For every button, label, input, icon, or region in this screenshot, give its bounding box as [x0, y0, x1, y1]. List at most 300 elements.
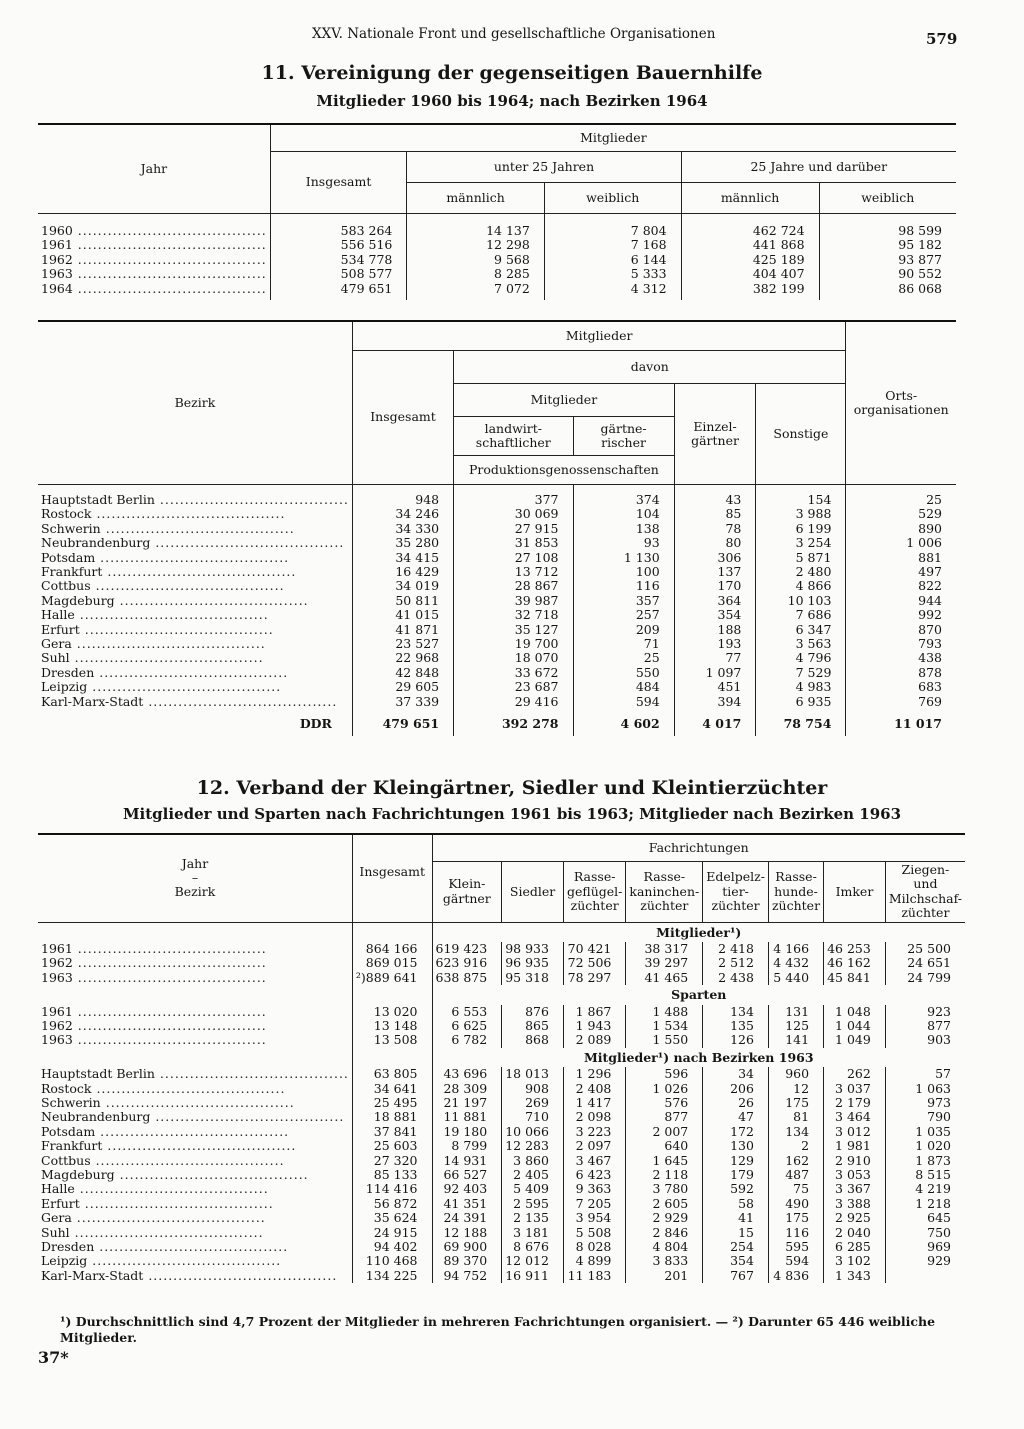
cell-value: 6 782	[432, 1033, 502, 1047]
row-label	[38, 551, 352, 565]
col-sonstige: Sonstige	[756, 384, 846, 485]
cell-value: 2 097	[563, 1139, 625, 1153]
cell-value: 27 915	[454, 522, 573, 536]
cell-value: 1 943	[563, 1019, 625, 1033]
table-row	[38, 1211, 965, 1225]
row-label	[38, 536, 352, 550]
col-siedler: Siedler	[502, 862, 564, 923]
cell-value: 94 752	[432, 1269, 502, 1283]
table-11b	[38, 320, 956, 736]
page-marker: 37*	[38, 1348, 69, 1367]
cell-value: 35 280	[352, 536, 453, 550]
rg-l3: züchter	[570, 897, 619, 913]
bezirk-label: Bezirk	[174, 884, 216, 900]
cell-value: 10 066	[502, 1125, 564, 1139]
cell-value: 479 651	[270, 282, 407, 300]
table-row	[38, 1125, 965, 1139]
table-row	[38, 942, 965, 956]
cell-value: 24 799	[885, 971, 965, 985]
row-label	[38, 637, 352, 651]
cell-value: 56 872	[352, 1197, 432, 1211]
section-heading: Sparten	[432, 985, 965, 1004]
cell-value: 529	[846, 507, 956, 521]
cell-value: 179	[703, 1168, 769, 1182]
cell-value: 576	[626, 1096, 703, 1110]
page-number: 579	[926, 30, 958, 48]
cell-value: 28 309	[432, 1082, 502, 1096]
cell-value: 377	[454, 485, 573, 508]
cell-value: 4 166	[768, 942, 823, 956]
cell-value: 116	[768, 1226, 823, 1240]
cell-value: 790	[885, 1110, 965, 1124]
row-label-text: 1962 .....	[41, 253, 267, 267]
cell-value: 25	[846, 485, 956, 508]
rk-l3: züchter	[640, 897, 689, 913]
table-row	[38, 608, 956, 622]
cell-value: 3 467	[563, 1154, 625, 1168]
row-label-text: 1960 .....	[41, 224, 267, 238]
cell-value: 7 529	[756, 666, 846, 680]
rh-l1: Rasse-	[775, 869, 817, 885]
table-row	[38, 1110, 965, 1124]
cell-value: 201	[626, 1269, 703, 1283]
section-row	[38, 922, 965, 942]
cell-value: 37 339	[352, 695, 453, 709]
cell-value: 2 408	[563, 1082, 625, 1096]
lw-line1: landwirt-	[484, 420, 543, 436]
cell-value: 973	[885, 1096, 965, 1110]
cell-value: 21 197	[432, 1096, 502, 1110]
row-label	[38, 579, 352, 593]
cell-value: 12	[768, 1082, 823, 1096]
row-label	[38, 680, 352, 694]
cell-value: 2 480	[756, 565, 846, 579]
row-label-text: Erfurt .....	[41, 1197, 349, 1211]
cell-value: 18 881	[352, 1110, 432, 1124]
col-b-mitglieder2: Mitglieder	[454, 384, 675, 417]
col-pg: Produktionsgenossenschaften	[454, 456, 675, 485]
cell-value: 16 911	[502, 1269, 564, 1283]
cell-value: 46 253	[824, 942, 886, 956]
cell-value: 35 127	[454, 623, 573, 637]
row-label-text: Cottbus .....	[41, 579, 349, 593]
cell-value: 869 015	[352, 956, 432, 970]
cell-value: 13 508	[352, 1033, 432, 1047]
cell-value: 129	[703, 1154, 769, 1168]
col-edelpelz	[703, 862, 769, 923]
cell-value: 11 881	[432, 1110, 502, 1124]
cell-value: 1 534	[626, 1019, 703, 1033]
table-row	[38, 1005, 965, 1019]
cell-value: 134	[768, 1125, 823, 1139]
cell-value: 5 440	[768, 971, 823, 985]
cell-value: 357	[573, 594, 674, 608]
row-label	[38, 1096, 352, 1110]
cell-value: 13 020	[352, 1005, 432, 1019]
row-label-text: 1961 .....	[41, 238, 267, 252]
cell-value: 6 144	[544, 253, 681, 267]
cell-value: 43	[674, 485, 756, 508]
row-label	[38, 267, 270, 281]
cell-value: 1 130	[573, 551, 674, 565]
row-label	[38, 1082, 352, 1096]
row-label	[38, 1154, 352, 1168]
cell-value: 583 264	[270, 214, 407, 239]
cell-value: 92 403	[432, 1182, 502, 1196]
cell-value: 1 981	[824, 1139, 886, 1153]
table-row	[38, 507, 956, 521]
col-jahr: Jahr	[38, 124, 270, 214]
cell-value: 3 367	[824, 1182, 886, 1196]
cell-value: 18 013	[502, 1067, 564, 1081]
cell-value: 1 063	[885, 1082, 965, 1096]
row-label-text: Leipzig .....	[41, 680, 349, 694]
section-row	[38, 1048, 965, 1067]
row-label-text: 1963 .....	[41, 267, 267, 281]
cell-value: 19 180	[432, 1125, 502, 1139]
row-label	[38, 594, 352, 608]
cell-value: 3 780	[626, 1182, 703, 1196]
cell-value: 2 418	[703, 942, 769, 956]
row-label	[38, 1033, 352, 1047]
table-11-subtitle: Mitglieder 1960 bis 1964; nach Bezirken 1964	[316, 92, 708, 110]
cell-value: 7 686	[756, 608, 846, 622]
ep-l2: tier-	[722, 883, 749, 899]
cell-value: 16 429	[352, 565, 453, 579]
row-label-text: Schwerin .....	[41, 522, 349, 536]
rh-l3: züchter	[771, 897, 821, 913]
cell-value: 33 672	[454, 666, 573, 680]
row-label-text: Halle .....	[41, 608, 349, 622]
cell-value: 4 219	[885, 1182, 965, 1196]
section-heading: Mitglieder¹) nach Bezirken 1963	[432, 1048, 965, 1067]
cell-value: 100	[573, 565, 674, 579]
col-ziegen	[885, 862, 965, 923]
cell-value: 1 873	[885, 1154, 965, 1168]
ep-l3: züchter	[711, 897, 760, 913]
row-label	[38, 971, 352, 985]
row-label	[38, 1125, 352, 1139]
col-landwirt	[454, 417, 573, 456]
cell-value: 451	[674, 680, 756, 694]
cell-value: 95 318	[502, 971, 564, 985]
cell-value: 7 804	[544, 214, 681, 239]
row-label	[38, 214, 270, 239]
cell-value: 2 405	[502, 1168, 564, 1182]
cell-value: 2 846	[626, 1226, 703, 1240]
table-row	[38, 1139, 965, 1153]
cell-value: 104	[573, 507, 674, 521]
row-label-text: Frankfurt .....	[41, 1139, 349, 1153]
row-label-text: 1961 .....	[41, 1005, 349, 1019]
cell-value: 364	[674, 594, 756, 608]
row-label-text: Halle .....	[41, 1182, 349, 1196]
table-row	[38, 485, 956, 508]
total-row	[38, 709, 956, 735]
cell-value: 188	[674, 623, 756, 637]
cell-value: 960	[768, 1067, 823, 1081]
col-bezirk: Bezirk	[38, 321, 352, 485]
cell-value: 69 900	[432, 1240, 502, 1254]
cell-value: 4 983	[756, 680, 846, 694]
cell-value: 5 409	[502, 1182, 564, 1196]
col-imker: Imker	[824, 862, 886, 923]
row-label	[38, 1110, 352, 1124]
table-row	[38, 1019, 965, 1033]
cell-value: 1 006	[846, 536, 956, 550]
table-row	[38, 1033, 965, 1047]
cell-value: 1 296	[563, 1067, 625, 1081]
table-row	[38, 1096, 965, 1110]
cell-value: 34	[703, 1067, 769, 1081]
cell-value: 125	[768, 1019, 823, 1033]
table-row	[38, 282, 956, 300]
cell-value: 4 866	[756, 579, 846, 593]
cell-value: 4 312	[544, 282, 681, 300]
cell-value: 41	[703, 1211, 769, 1225]
orts-line1: Orts-	[885, 387, 918, 403]
col-ue25-maennlich: männlich	[681, 183, 819, 214]
cell-value: 85	[674, 507, 756, 521]
cell-value: 3 181	[502, 1226, 564, 1240]
rg-l2: geflügel-	[566, 883, 623, 899]
col-ue25-weiblich: weiblich	[819, 183, 956, 214]
cell-value: 206	[703, 1082, 769, 1096]
cell-value: 903	[885, 1033, 965, 1047]
cell-value: 269	[502, 1096, 564, 1110]
cell-value: 382 199	[681, 282, 819, 300]
cell-value: 592	[703, 1182, 769, 1196]
cell-value: 6 935	[756, 695, 846, 709]
row-label-text: Leipzig .....	[41, 1254, 349, 1268]
row-label-text: Cottbus .....	[41, 1154, 349, 1168]
row-label-text: 1963 .....	[41, 1033, 349, 1047]
col-einzelgaertner	[674, 384, 756, 485]
total-value: 392 278	[454, 709, 573, 735]
row-label-text: 1961 .....	[41, 942, 349, 956]
col-rassekaninchen	[626, 862, 703, 923]
cell-value: 595	[768, 1240, 823, 1254]
row-label	[38, 1005, 352, 1019]
table-row	[38, 651, 956, 665]
cell-value: 254	[703, 1240, 769, 1254]
cell-value: 870	[846, 623, 956, 637]
cell-value: 23 687	[454, 680, 573, 694]
cell-value: 948	[352, 485, 453, 508]
section-spacer	[352, 922, 432, 942]
cell-value: 1 218	[885, 1197, 965, 1211]
cell-value: 126	[703, 1033, 769, 1047]
cell-value: 46 162	[824, 956, 886, 970]
cell-value: 154	[756, 485, 846, 508]
row-label	[38, 1197, 352, 1211]
table-row	[38, 594, 956, 608]
cell-value: 3 223	[563, 1125, 625, 1139]
cell-value: 34 641	[352, 1082, 432, 1096]
col-u25-maennlich: männlich	[407, 183, 544, 214]
cell-value: 98 599	[819, 214, 956, 239]
total-value: 78 754	[756, 709, 846, 735]
row-label	[38, 1019, 352, 1033]
col-davon: davon	[454, 351, 846, 384]
row-label	[38, 253, 270, 267]
cell-value: 38 317	[626, 942, 703, 956]
section-spacer	[352, 985, 432, 1004]
eg-line1: Einzel-	[693, 418, 737, 434]
cell-value: 596	[626, 1067, 703, 1081]
cell-value: 2 925	[824, 1211, 886, 1225]
row-label-text: Gera .....	[41, 637, 349, 651]
cell-value: 2 605	[626, 1197, 703, 1211]
cell-value: 2 118	[626, 1168, 703, 1182]
cell-value: 14 931	[432, 1154, 502, 1168]
cell-value: 30 069	[454, 507, 573, 521]
col-mitglieder: Mitglieder	[270, 124, 956, 152]
cell-value: 24 391	[432, 1211, 502, 1225]
cell-value: 19 700	[454, 637, 573, 651]
cell-value: 5 871	[756, 551, 846, 565]
row-label-text: Dresden .....	[41, 1240, 349, 1254]
footnote: ¹) Durchschnittlich sind 4,7 Prozent der Mitglieder in mehreren Fachrichtungen organisiert. — ²) Darunter 65 446 weibliche Mitglieder.	[60, 1314, 936, 1345]
cell-value: 29 416	[454, 695, 573, 709]
cell-value: 438	[846, 651, 956, 665]
cell-value: 683	[846, 680, 956, 694]
dash-label: –	[191, 870, 199, 886]
cell-value: 594	[573, 695, 674, 709]
cell-value: 162	[768, 1154, 823, 1168]
cell-value: 14 137	[407, 214, 544, 239]
cell-value: 3 563	[756, 637, 846, 651]
table-row	[38, 267, 956, 281]
rh-l2: hunde-	[774, 883, 818, 899]
row-label-text: 1964 .....	[41, 282, 267, 296]
cell-value: 71	[573, 637, 674, 651]
col-12-insgesamt: Insgesamt	[352, 834, 432, 922]
cell-value: 37 841	[352, 1125, 432, 1139]
table-row	[38, 253, 956, 267]
zm-l2: Milchschaf-	[888, 890, 962, 906]
table-row	[38, 1240, 965, 1254]
row-label-text: Karl-Marx-Stadt .....	[41, 1269, 349, 1283]
cell-value: 34 019	[352, 579, 453, 593]
cell-value: 110 468	[352, 1254, 432, 1268]
cell-value: 34 415	[352, 551, 453, 565]
zm-l3: züchter	[901, 905, 950, 921]
cell-value: 1 343	[824, 1269, 886, 1283]
cell-value: 10 103	[756, 594, 846, 608]
table-row	[38, 1082, 965, 1096]
table-row	[38, 1182, 965, 1196]
cell-value: 1 550	[626, 1033, 703, 1047]
cell-value: 29 605	[352, 680, 453, 694]
table-11a	[38, 123, 956, 300]
cell-value: 2 595	[502, 1197, 564, 1211]
cell-value: 8 285	[407, 267, 544, 281]
row-label	[38, 565, 352, 579]
cell-value: 34 246	[352, 507, 453, 521]
cell-value: 7 168	[544, 238, 681, 252]
col-insgesamt: Insgesamt	[270, 152, 407, 214]
table-row	[38, 214, 956, 239]
rk-l2: kaninchen-	[629, 883, 700, 899]
row-label	[38, 695, 352, 709]
total-value: 479 651	[352, 709, 453, 735]
cell-value: 138	[573, 522, 674, 536]
cell-value: 1 020	[885, 1139, 965, 1153]
cell-value: 877	[885, 1019, 965, 1033]
cell-value: 93	[573, 536, 674, 550]
cell-value: 1 417	[563, 1096, 625, 1110]
cell-value: 394	[674, 695, 756, 709]
cell-value: 710	[502, 1110, 564, 1124]
cell-value: 8 799	[432, 1139, 502, 1153]
cell-value: 3 254	[756, 536, 846, 550]
cell-value: 63 805	[352, 1067, 432, 1081]
table-12	[38, 833, 965, 1283]
table-row	[38, 579, 956, 593]
cell-value: 441 868	[681, 238, 819, 252]
cell-value: 70 421	[563, 942, 625, 956]
cell-value: 1 035	[885, 1125, 965, 1139]
cell-value: 3 833	[626, 1254, 703, 1268]
rg-l1: Rasse-	[573, 869, 616, 885]
cell-value: 374	[573, 485, 674, 508]
col-orts	[846, 321, 956, 485]
cell-value: 645	[885, 1211, 965, 1225]
table-12-title: 12. Verband der Kleingärtner, Siedler und Kleintierzüchter	[196, 777, 828, 799]
cell-value: 114 416	[352, 1182, 432, 1196]
cell-value: 534 778	[270, 253, 407, 267]
cell-value: 992	[846, 608, 956, 622]
cell-value: 94 402	[352, 1240, 432, 1254]
cell-value: 3 053	[824, 1168, 886, 1182]
cell-value: 170	[674, 579, 756, 593]
section-row	[38, 985, 965, 1004]
row-label	[38, 666, 352, 680]
col-ueber-25: 25 Jahre und darüber	[681, 152, 956, 183]
row-label-text: Hauptstadt Berlin .....	[41, 1067, 349, 1081]
cell-value: 131	[768, 1005, 823, 1019]
cell-value: 78 297	[563, 971, 625, 985]
row-label-text: Hauptstadt Berlin .....	[41, 493, 349, 507]
cell-value: 3 464	[824, 1110, 886, 1124]
cell-value: 306	[674, 551, 756, 565]
cell-value: 25	[573, 651, 674, 665]
cell-value: 141	[768, 1033, 823, 1047]
table-row	[38, 1269, 965, 1283]
row-label-text: Neubrandenburg .....	[41, 1110, 349, 1124]
row-label	[38, 1226, 352, 1240]
cell-value: 26	[703, 1096, 769, 1110]
table-row	[38, 956, 965, 970]
cell-value: 6 553	[432, 1005, 502, 1019]
cell-value: 4 804	[626, 1240, 703, 1254]
col-gaertner	[573, 417, 674, 456]
cell-value: 81	[768, 1110, 823, 1124]
row-label-text: Rostock .....	[41, 507, 349, 521]
cell-value: 86 068	[819, 282, 956, 300]
cell-value: 134	[703, 1005, 769, 1019]
cell-value: 5 508	[563, 1226, 625, 1240]
cell-value: 793	[846, 637, 956, 651]
ga-line2: rischer	[601, 435, 646, 450]
cell-value: 9 568	[407, 253, 544, 267]
cell-value: 257	[573, 608, 674, 622]
cell-value: 944	[846, 594, 956, 608]
cell-value: 3 988	[756, 507, 846, 521]
row-label	[38, 623, 352, 637]
cell-value: 8 028	[563, 1240, 625, 1254]
